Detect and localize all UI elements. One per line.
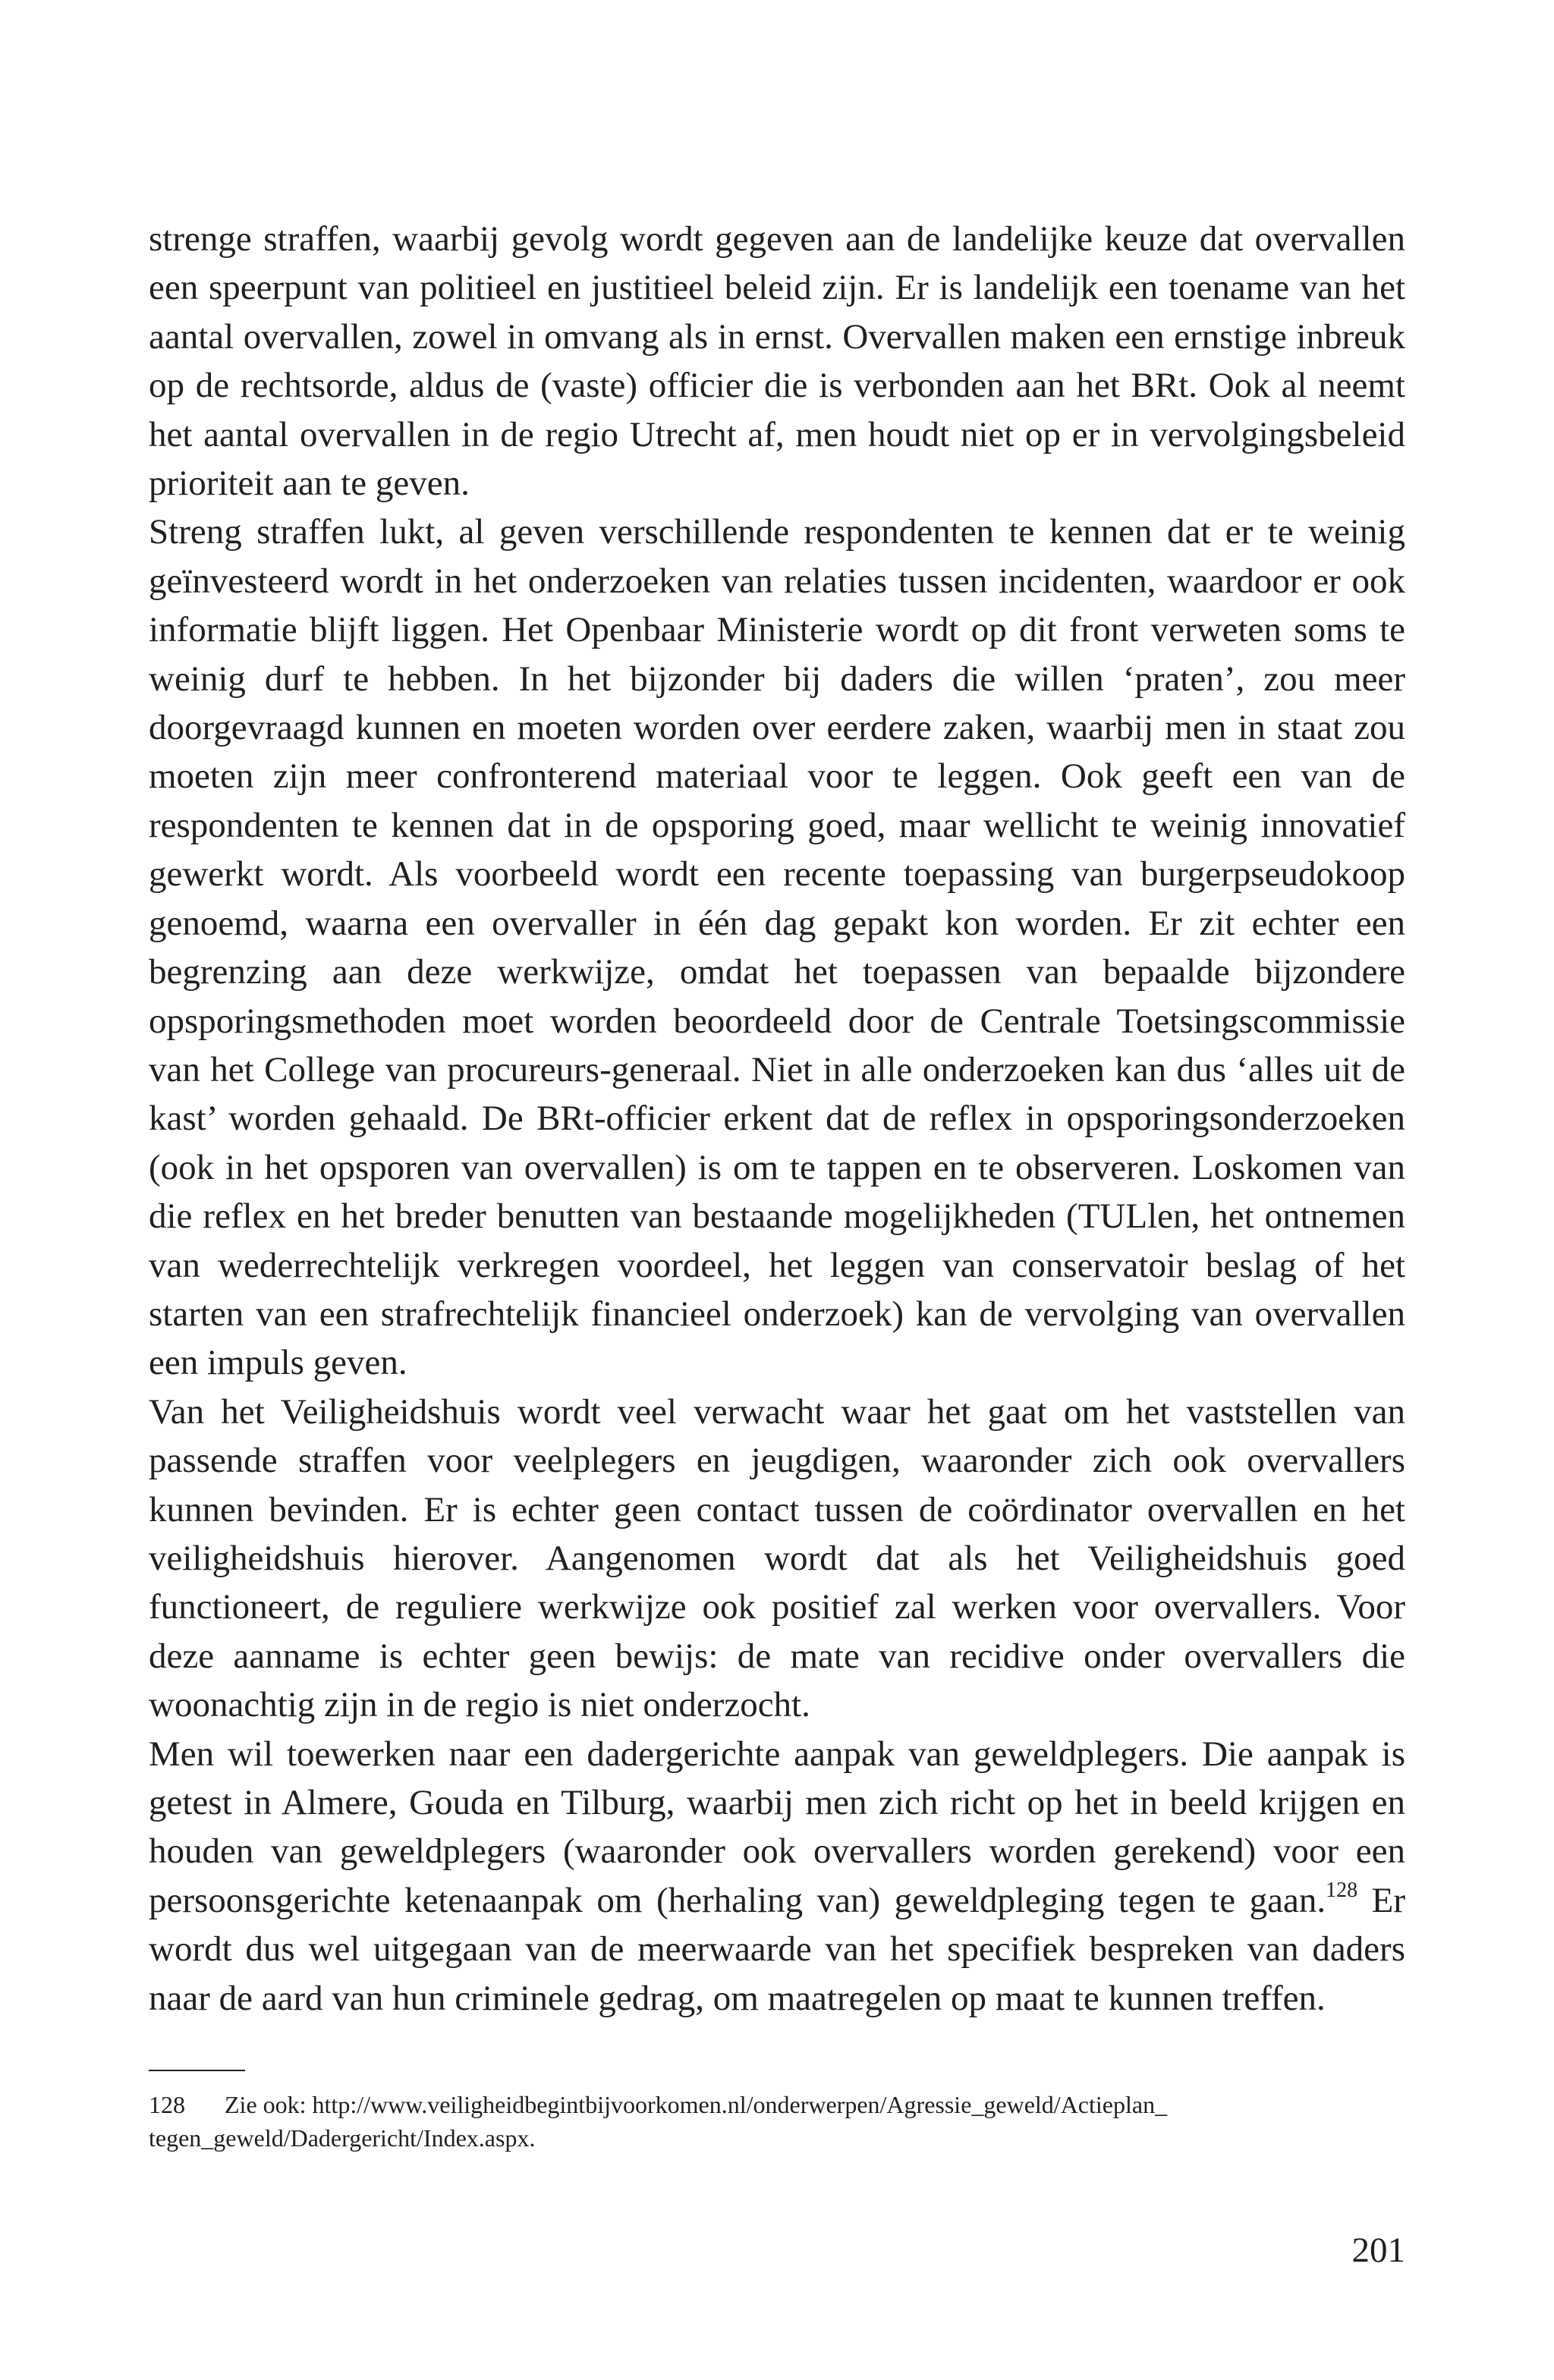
paragraph-4	[149, 1730, 1405, 2023]
paragraph-4-text: Men wil toewerken naar een dadergerichte aanpak van geweldplegers. Die aanpak is getest in Almere, Gouda en Tilburg, waarbij men zich richt op het in beeld krijgen en houden van geweldplegers (waaronder ook overvallers worden gerekend) voor een persoonsgerichte ketenaanpak om (herhaling van) geweldpleging tegen te gaan.	[149, 1734, 1405, 1920]
footnote	[149, 2088, 1332, 2155]
body-text	[149, 215, 1405, 2023]
paragraph-2: Streng straffen lukt, al geven verschillende respondenten te kennen dat er te weinig geïnvesteerd wordt in het onderzoeken van relaties tussen incidenten, waardoor er ook informatie blijft liggen. Het Openbaar Ministerie wordt op dit front verweten soms te weinig durf te hebben. In het bijzonder bij daders die willen ‘praten’, zou meer doorgevraagd kunnen en moeten worden over eerdere zaken, waarbij men in staat zou moeten zijn meer confronterend materiaal voor te leggen. Ook geeft een van de respondenten te kennen dat in de opsporing goed, maar wellicht te weinig innovatief gewerkt wordt. Als voorbeeld wordt een recente toepassing van burgerpseudokoop genoemd, waarna een overvaller in één dag gepakt kon worden. Er zit echter een begrenzing aan deze werkwijze, omdat het toepassen van bepaalde bijzondere opsporingsmethoden moet worden beoordeeld door de Centrale Toetsingscommissie van het College van procureurs-generaal. Niet in alle onderzoeken kan dus ‘alles uit de kast’ worden gehaald. De BRt-officier erkent dat de reflex in opsporingsonderzoeken (ook in het opsporen van overvallen) is om te tappen en te observeren. Loskomen van die reflex en het breder benutten van bestaande mogelijkheden (TULlen, het ontnemen van wederrechtelijk verkregen voordeel, het leggen van conservatoir beslag of het starten van een strafrechtelijk financieel onderzoek) kan de vervolging van overvallen een impuls geven.	[149, 512, 1405, 1383]
paragraph-4-text-continued: Er wordt dus wel uitgegaan van de meerwaarde van het specifiek bespreken van daders naar de aard van hun criminele gedrag, om maatregelen op maat te kunnen treffen.	[149, 1880, 1405, 2018]
paragraph-3: Van het Veiligheidshuis wordt veel verwacht waar het gaat om het vaststellen van passende straffen voor veelplegers en jeugdigen, waaronder zich ook overvallers kunnen bevinden. Er is echter geen contact tussen de coördinator overvallen en het veiligheidshuis hierover. Aangenomen wordt dat als het Veiligheidshuis goed functioneert, de reguliere werkwijze ook positief zal werken voor overvallers. Voor deze aanname is echter geen bewijs: de mate van recidive onder overvallers die woonachtig zijn in de regio is niet onderzocht.	[149, 1391, 1405, 1725]
footnote-text: Zie ook: http://www.veiligheidbegintbijvoorkomen.nl/onderwerpen/Agressie_geweld/Actieplan_ tegen_geweld/Dadergericht/Index.aspx.	[149, 2091, 1168, 2152]
footnote-reference[interactable]: 128	[1326, 1878, 1358, 1902]
paragraph-1: strenge straffen, waarbij gevolg wordt gegeven aan de landelijke keuze dat overvallen een speerpunt van politieel en justitieel beleid zijn. Er is landelijk een toename van het aantal overvallen, zowel in omvang als in ernst. Overvallen maken een ernstige inbreuk op de rechtsorde, aldus de (vaste) officier die is verbonden aan het BRt. Ook al neemt het aantal overvallen in de regio Utrecht af, men houdt niet op er in vervolgingsbeleid prioriteit aan te geven.	[149, 219, 1405, 504]
page-number: 201	[1351, 2231, 1405, 2270]
footnote-separator	[149, 2070, 245, 2071]
footnote-number: 128	[149, 2091, 185, 2118]
